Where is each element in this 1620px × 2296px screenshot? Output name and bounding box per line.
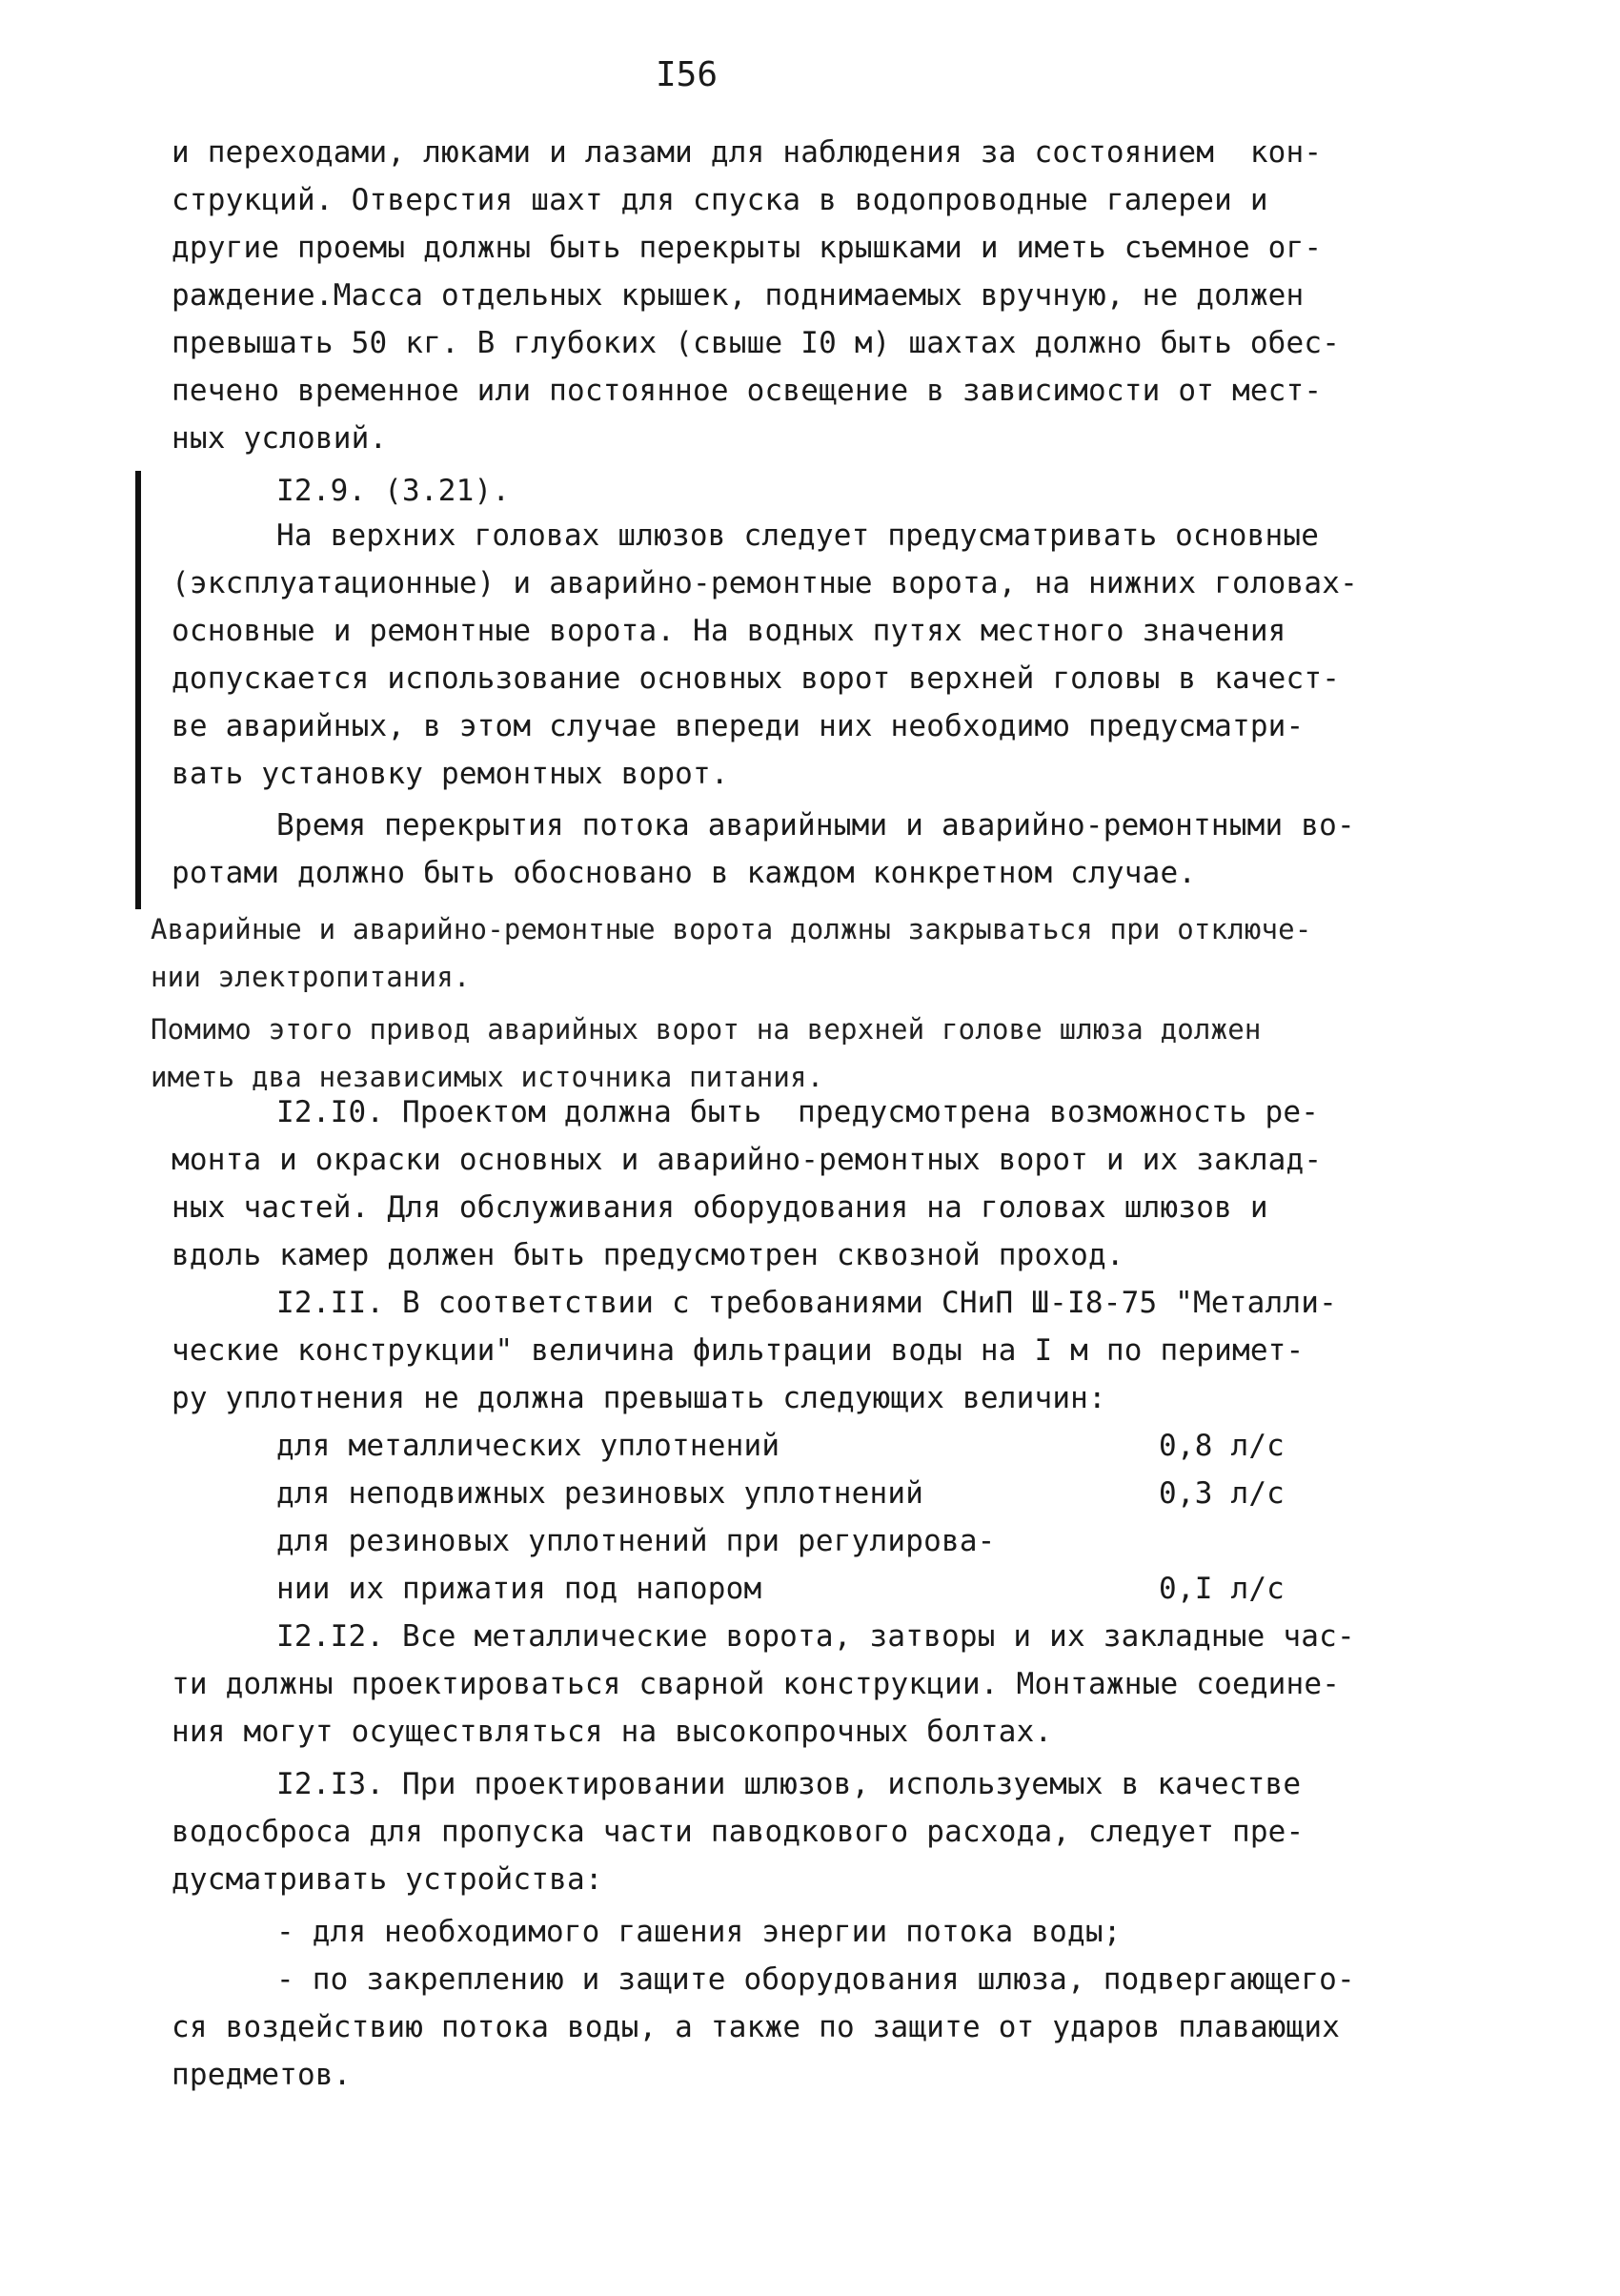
stamped-insert-line: нии электропитания. xyxy=(151,961,471,993)
section-heading: I2.9. (3.21). xyxy=(276,474,511,508)
text-line: раждение.Масса отдельных крышек, поднимаемых вручную, не должен xyxy=(172,278,1305,313)
text-line: дусматривать устройства: xyxy=(172,1862,603,1897)
list-value: 0,I л/с xyxy=(1159,1572,1286,1606)
text-line: ротами должно быть обосновано в каждом конкретном случае. xyxy=(172,856,1197,890)
stamped-insert-line: Аварийные и аварийно-ремонтные ворота должны закрываться при отключе- xyxy=(151,913,1312,945)
text-line: допускается использование основных ворот верхней головы в качест- xyxy=(172,661,1341,696)
text-line: ческие конструкции" величина фильтрации воды на I м по перимет- xyxy=(172,1333,1305,1368)
list-label: нии их прижатия под напором xyxy=(276,1572,762,1606)
revision-change-bar xyxy=(135,471,141,909)
text-line: ния могут осуществляться на высокопрочных болтах. xyxy=(172,1715,1053,1749)
text-line: ных условий. xyxy=(172,421,388,456)
section-heading: I2.I3. При проектировании шлюзов, используемых в качестве xyxy=(276,1767,1302,1801)
stamped-insert-line: Помимо этого привод аварийных ворот на верхней голове шлюза должен xyxy=(151,1013,1262,1046)
text-line: ве аварийных, в этом случае впереди них необходимо предусматри- xyxy=(172,709,1305,743)
text-line: вдоль камер должен быть предусмотрен сквозной проход. xyxy=(172,1238,1124,1272)
text-line: водосброса для пропуска части паводкового расхода, следует пре- xyxy=(172,1815,1305,1849)
text-line: ру уплотнения не должна превышать следующих величин: xyxy=(172,1381,1106,1415)
text-line: На верхних головах шлюзов следует предусматривать основные xyxy=(276,518,1320,553)
text-line: другие проемы должны быть перекрыты крышками и иметь съемное ог- xyxy=(172,231,1323,265)
text-line: ся воздействию потока воды, а также по защите от ударов плавающих xyxy=(172,2010,1341,2044)
list-value: 0,8 л/с xyxy=(1159,1429,1286,1463)
text-line: Время перекрытия потока аварийными и аварийно-ремонтными во- xyxy=(276,808,1355,843)
bullet-item: - для необходимого гашения энергии потока воды; xyxy=(276,1915,1122,1949)
text-line: ных частей. Для обслуживания оборудования на головах шлюзов и xyxy=(172,1190,1268,1225)
text-line: превышать 50 кг. В глубоких (свыше I0 м) шахтах должно быть обес- xyxy=(172,326,1341,360)
stamped-insert-line: иметь два независимых источника питания. xyxy=(151,1061,824,1093)
bullet-item: - по закреплению и защите оборудования шлюза, подвергающего- xyxy=(276,1962,1355,1997)
text-line: струкций. Отверстия шахт для спуска в водопроводные галереи и xyxy=(172,183,1268,217)
text-line: вать установку ремонтных ворот. xyxy=(172,757,729,791)
section-heading: I2.II. В соответствии с требованиями СНиП Ш-I8-75 "Металли- xyxy=(276,1286,1337,1320)
text-line: основные и ремонтные ворота. На водных путях местного значения xyxy=(172,614,1286,648)
list-label: для металлических уплотнений xyxy=(276,1429,780,1463)
list-label: для резиновых уплотнений при регулирова- xyxy=(276,1524,996,1558)
text-line: предметов. xyxy=(172,2058,352,2092)
text-line: и переходами, люками и лазами для наблюдения за состоянием кон- xyxy=(172,135,1323,170)
text-line: монта и окраски основных и аварийно-ремонтных ворот и их заклад- xyxy=(172,1143,1323,1177)
page-number: I56 xyxy=(656,55,719,94)
text-line: печено временное или постоянное освещение в зависимости от мест- xyxy=(172,374,1323,408)
section-heading: I2.I2. Все металлические ворота, затворы и их закладные час- xyxy=(276,1619,1355,1654)
list-label: для неподвижных резиновых уплотнений xyxy=(276,1476,924,1511)
list-value: 0,3 л/с xyxy=(1159,1476,1286,1511)
section-heading: I2.I0. Проектом должна быть предусмотрена возможность ре- xyxy=(276,1095,1320,1129)
text-line: ти должны проектироваться сварной конструкции. Монтажные соедине- xyxy=(172,1667,1341,1701)
text-line: (эксплуатационные) и аварийно-ремонтные ворота, на нижних головах- xyxy=(172,566,1358,600)
